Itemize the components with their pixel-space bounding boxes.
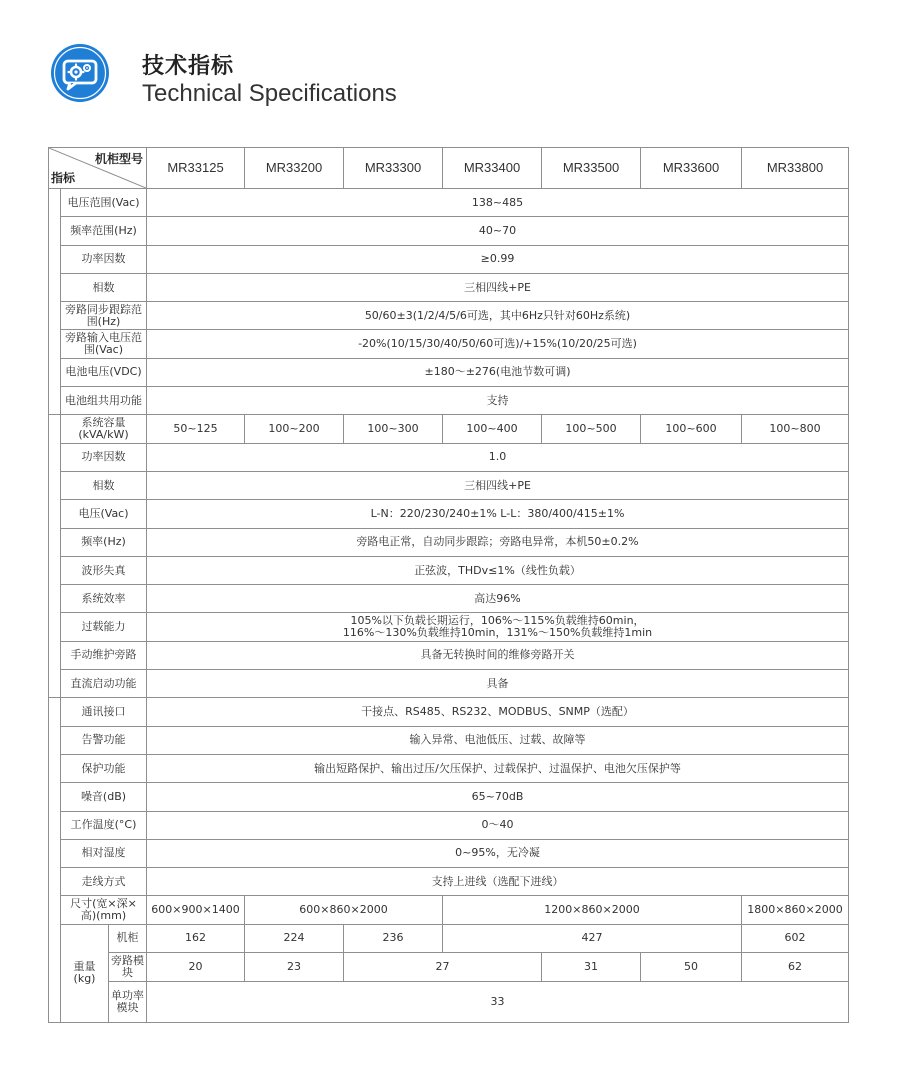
- corner-cell: [49, 148, 147, 189]
- spec-value: 输入异常、电池低压、过载、故障等: [147, 726, 849, 754]
- table-row: [49, 528, 849, 556]
- spec-label: 尺寸(宽×深×高)(mm): [61, 896, 147, 924]
- table-row: [49, 471, 849, 499]
- spec-label: 工作温度(°C): [61, 811, 147, 839]
- weight-value: 236: [344, 924, 443, 952]
- spec-value: 40~70: [147, 217, 849, 245]
- weight-sub-label: 单功率模块: [109, 982, 147, 1023]
- weight-sub-label: 旁路模块: [109, 953, 147, 982]
- spec-label: 电池电压(VDC): [61, 358, 147, 386]
- group-other-cell: [49, 698, 61, 1023]
- spec-label: 频率(Hz): [61, 528, 147, 556]
- table-row: [49, 839, 849, 867]
- group-output-cell: [49, 415, 61, 698]
- capacity-value: 50~125: [147, 415, 245, 443]
- spec-value: 138~485: [147, 189, 849, 217]
- table-row: [49, 330, 849, 358]
- table-row: [49, 273, 849, 301]
- spec-value: 正弦波，THDv≤1%（线性负载）: [147, 556, 849, 584]
- spec-value: ≥0.99: [147, 245, 849, 273]
- model-header: MR33400: [443, 148, 542, 189]
- spec-label: 相数: [61, 471, 147, 499]
- spec-label: 系统容量(kVA/kW): [61, 415, 147, 443]
- spec-value: 具备: [147, 670, 849, 698]
- table-row: [49, 217, 849, 245]
- weight-value: 27: [344, 953, 542, 982]
- spec-value: 具备无转换时间的维修旁路开关: [147, 641, 849, 669]
- spec-label: 功率因数: [61, 443, 147, 471]
- spec-label: 频率范围(Hz): [61, 217, 147, 245]
- table-row: [49, 245, 849, 273]
- spec-label: 直流启动功能: [61, 670, 147, 698]
- table-row: [49, 982, 849, 1023]
- spec-label: 旁路同步跟踪范围(Hz): [61, 302, 147, 330]
- model-header: MR33800: [742, 148, 849, 189]
- weight-sub-label: 机柜: [109, 924, 147, 952]
- spec-label: 系统效率: [61, 585, 147, 613]
- weight-value: 427: [443, 924, 742, 952]
- capacity-value: 100~500: [542, 415, 641, 443]
- spec-label: 通讯接口: [61, 698, 147, 726]
- model-header: MR33500: [542, 148, 641, 189]
- table-row: [49, 387, 849, 415]
- weight-value: 23: [245, 953, 344, 982]
- table-row: [49, 585, 849, 613]
- overload-line-1: 105%以下负载长期运行，106%～115%负载维持60min，: [350, 614, 645, 628]
- spec-label: 波形失真: [61, 556, 147, 584]
- table-row: [49, 811, 849, 839]
- spec-label: 手动维护旁路: [61, 641, 147, 669]
- weight-label: 重量(kg): [61, 924, 109, 1022]
- size-value: 1200×860×2000: [443, 896, 742, 924]
- table-row: [49, 698, 849, 726]
- weight-value: 20: [147, 953, 245, 982]
- spec-label: 旁路输入电压范围(Vac): [61, 330, 147, 358]
- spec-value: 三相四线+PE: [147, 273, 849, 301]
- spec-label: 保护功能: [61, 754, 147, 782]
- spec-value: ±180～±276(电池节数可调): [147, 358, 849, 386]
- corner-spec-label: 指标: [51, 171, 76, 185]
- table-row: [49, 783, 849, 811]
- table-row: [49, 754, 849, 782]
- page-title-en: Technical Specifications: [142, 80, 397, 107]
- spec-label: 电压(Vac): [61, 500, 147, 528]
- table-row: [49, 953, 849, 982]
- model-header: MR33125: [147, 148, 245, 189]
- gear-chat-icon: [49, 42, 111, 104]
- page-title-cn: 技术指标: [142, 54, 235, 79]
- spec-label: 电压范围(Vac): [61, 189, 147, 217]
- table-row: [49, 726, 849, 754]
- spec-label: 相对湿度: [61, 839, 147, 867]
- spec-label: 过载能力: [61, 613, 147, 641]
- model-header: MR33300: [344, 148, 443, 189]
- spec-label: 电池组共用功能: [61, 387, 147, 415]
- capacity-value: 100~200: [245, 415, 344, 443]
- table-row: [49, 613, 849, 641]
- spec-value: 0~95%，无冷凝: [147, 839, 849, 867]
- capacity-value: 100~600: [641, 415, 742, 443]
- model-header: MR33600: [641, 148, 742, 189]
- spec-label: 相数: [61, 273, 147, 301]
- spec-value: 旁路电正常，自动同步跟踪；旁路电异常，本机50±0.2%: [147, 528, 849, 556]
- corner-model-label: 机柜型号: [95, 152, 144, 166]
- weight-value: 62: [742, 953, 849, 982]
- weight-value: 224: [245, 924, 344, 952]
- spec-value: 高达96%: [147, 585, 849, 613]
- table-row: [49, 868, 849, 896]
- spec-value: 支持上进线（选配下进线）: [147, 868, 849, 896]
- spec-value: L-N：220/230/240±1% L-L：380/400/415±1%: [147, 500, 849, 528]
- size-value: 600×860×2000: [245, 896, 443, 924]
- weight-value: 33: [147, 982, 849, 1023]
- overload-line-2: 116%～130%负载维持10min，131%～150%负载维持1min: [342, 626, 653, 640]
- spec-value: 输出短路保护、输出过压/欠压保护、过载保护、过温保护、电池欠压保护等: [147, 754, 849, 782]
- spec-value: 0～40: [147, 811, 849, 839]
- spec-value: 三相四线+PE: [147, 471, 849, 499]
- spec-label: 功率因数: [61, 245, 147, 273]
- spec-value: -20%(10/15/30/40/50/60可选)/+15%(10/20/25可选): [147, 330, 849, 358]
- table-row: [49, 443, 849, 471]
- capacity-value: 100~400: [443, 415, 542, 443]
- capacity-value: 100~300: [344, 415, 443, 443]
- table-row: [49, 641, 849, 669]
- spec-value: 50/60±3(1/2/4/5/6可选，其中6Hz只针对60Hz系统): [147, 302, 849, 330]
- table-row: [49, 556, 849, 584]
- weight-value: 31: [542, 953, 641, 982]
- weight-value: 162: [147, 924, 245, 952]
- spec-value: 1.0: [147, 443, 849, 471]
- size-value: 600×900×1400: [147, 896, 245, 924]
- table-row: [49, 896, 849, 924]
- table-row: [49, 302, 849, 330]
- size-value: 1800×860×2000: [742, 896, 849, 924]
- group-input-cell: [49, 189, 61, 415]
- weight-value: 50: [641, 953, 742, 982]
- spec-value: 65~70dB: [147, 783, 849, 811]
- table-row: [49, 189, 849, 217]
- spec-table: [48, 147, 849, 1023]
- spec-value-overload: [147, 613, 849, 641]
- spec-value: 干接点、RS485、RS232、MODBUS、SNMP（选配）: [147, 698, 849, 726]
- table-row: [49, 358, 849, 386]
- spec-label: 走线方式: [61, 868, 147, 896]
- table-row: [49, 415, 849, 443]
- spec-label: 告警功能: [61, 726, 147, 754]
- table-header-row: [49, 148, 849, 189]
- capacity-value: 100~800: [742, 415, 849, 443]
- page-header: [49, 42, 869, 122]
- table-row: [49, 500, 849, 528]
- model-header: MR33200: [245, 148, 344, 189]
- spec-value: 支持: [147, 387, 849, 415]
- weight-value: 602: [742, 924, 849, 952]
- table-row: [49, 924, 849, 952]
- spec-label: 噪音(dB): [61, 783, 147, 811]
- table-row: [49, 670, 849, 698]
